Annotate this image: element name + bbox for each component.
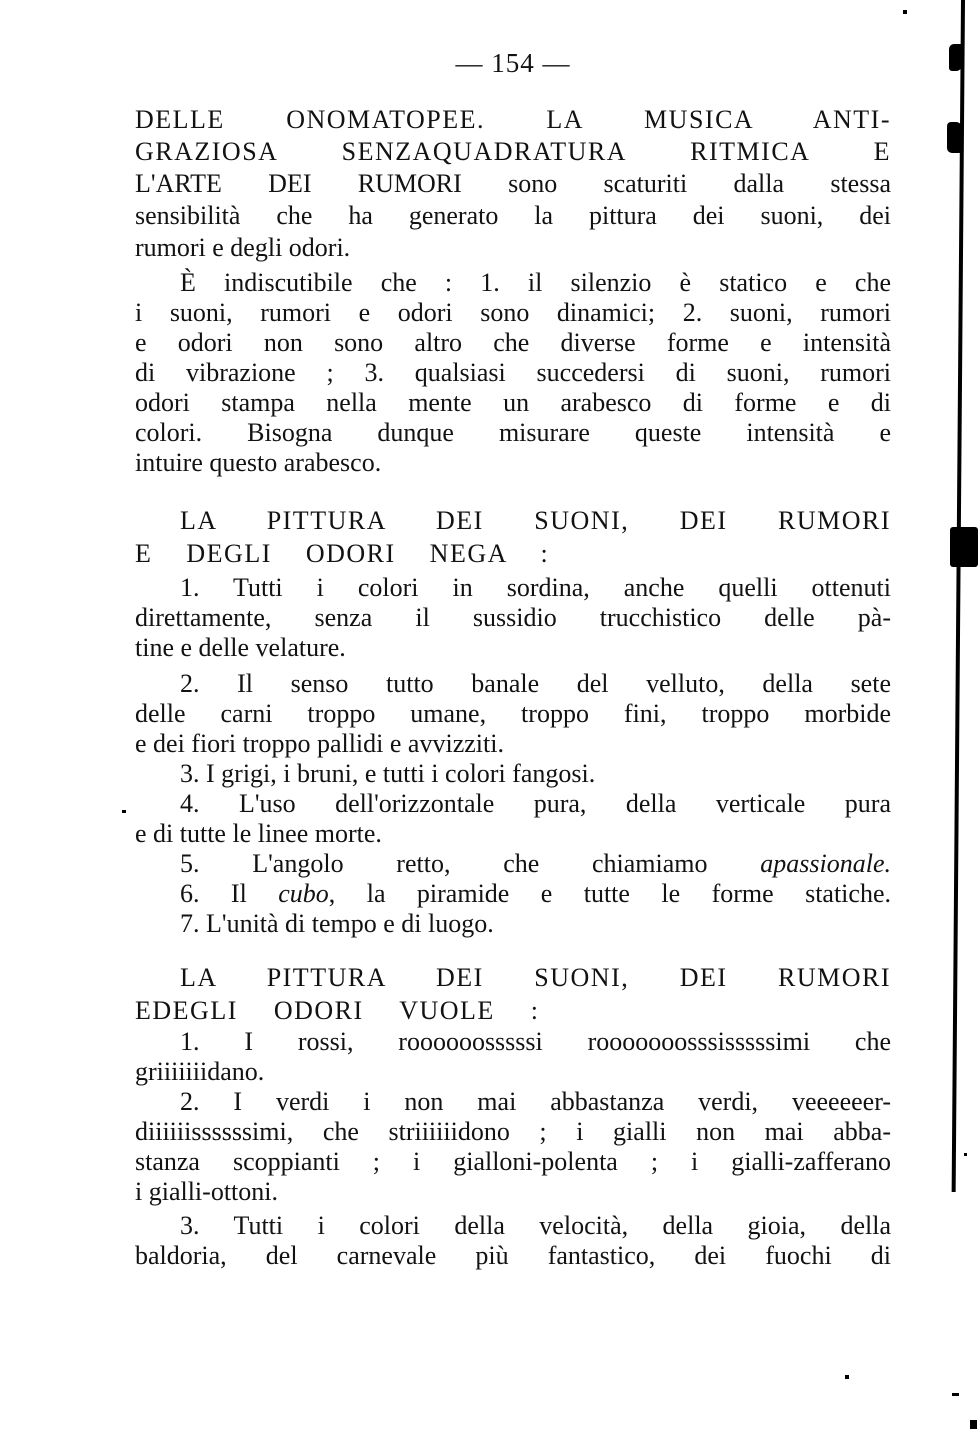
vuole-item-2 [135, 1087, 891, 1207]
ink-blob [947, 122, 962, 153]
scan-speck [970, 1420, 977, 1429]
vuole-heading [135, 961, 891, 1027]
text-line: E DEGLI ODORI NEGA : [135, 539, 550, 568]
scan-edge-line [952, 0, 965, 1192]
text-line: colori. Bisogna dunque misurare queste intensità e [135, 418, 891, 447]
text-line: delle carni troppo umane, troppo fini, troppo morbide [135, 699, 891, 728]
text-line: odori stampa nella mente un arabesco di forme e di [135, 388, 891, 417]
text-line: LA PITTURA DEI SUONI, DEI RUMORI [180, 506, 891, 535]
nega-item-6 [135, 879, 891, 909]
nega-heading [135, 504, 891, 570]
text-line: 1. Tutti i colori in sordina, anche quelli ottenuti [180, 573, 891, 602]
text-line: È indiscutibile che : 1. il silenzio è statico e che [180, 268, 891, 297]
premise-paragraph [135, 268, 891, 478]
text-line: stanza scoppianti ; i gialloni-polenta ; i gialli-zafferano [135, 1147, 891, 1176]
nega-item-1 [135, 573, 891, 663]
nega-item-3 [135, 759, 891, 789]
nega-item-7 [135, 909, 891, 939]
text-line: di vibrazione ; 3. qualsiasi succedersi di suoni, rumori [135, 358, 891, 387]
scan-speck [903, 10, 907, 14]
text-line: baldoria, del carnevale più fantastico, dei fuochi di [135, 1241, 891, 1270]
text-line: e di tutte le linee morte. [135, 819, 382, 848]
page-number: — 154 — [455, 48, 571, 78]
ink-blob [950, 527, 978, 567]
nega-item-5 [135, 849, 891, 879]
text-line: rumori e degli odori. [135, 233, 351, 262]
text-line: diiiiiissssssimi, che striiiiiidono ; i gialli non mai abba- [135, 1117, 891, 1146]
text-line: sensibilità che ha generato la pittura dei suoni, dei [135, 201, 891, 230]
text-line: i gialli-ottoni. [135, 1177, 278, 1206]
scan-speck [952, 1393, 959, 1396]
text-line: 2. I verdi i non mai abbastanza verdi, veeeeeer- [180, 1087, 891, 1116]
text-line: 3. I grigi, i bruni, e tutti i colori fangosi. [180, 759, 596, 788]
vuole-item-1 [135, 1027, 891, 1087]
text-line: 6. Il cubo, la piramide e tutte le forme statiche. [180, 879, 891, 908]
text-line: 7. L'unità di tempo e di luogo. [180, 909, 494, 938]
text-line: DELLE ONOMATOPEE. LA MUSICA ANTI- [135, 105, 891, 134]
text-line: direttamente, senza il sussidio trucchistico delle pà- [135, 603, 891, 632]
scan-speck [845, 1375, 849, 1379]
text-line: EDEGLI ODORI VUOLE : [135, 996, 540, 1025]
text-block [135, 104, 891, 1271]
text-line: e dei fiori troppo pallidi e avvizziti. [135, 729, 504, 758]
scan-speck [122, 810, 126, 813]
nega-item-2 [135, 669, 891, 759]
text-line: tine e delle velature. [135, 633, 346, 662]
text-line: 3. Tutti i colori della velocità, della gioia, della [180, 1211, 891, 1240]
nega-item-4 [135, 789, 891, 849]
ink-blob [949, 44, 962, 71]
vuole-item-3 [135, 1211, 891, 1271]
text-line: e odori non sono altro che diverse forme e intensità [135, 328, 891, 357]
text-line: GRAZIOSA SENZAQUADRATURA RITMICA E [135, 137, 891, 166]
text-line: 1. I rossi, roooooosssssi rooooooosssisssssimi che [180, 1027, 891, 1056]
text-line: intuire questo arabesco. [135, 448, 382, 477]
intro-paragraph [135, 104, 891, 264]
text-line: L'ARTE DEI RUMORI sono scaturiti dalla stessa [135, 169, 891, 198]
text-line: 5. L'angolo retto, che chiamiamo apassionale. [180, 849, 891, 878]
scan-speck [964, 1153, 967, 1156]
text-line: i suoni, rumori e odori sono dinamici; 2. suoni, rumori [135, 298, 891, 327]
text-line: griiiiiiidano. [135, 1057, 265, 1086]
text-line: 2. Il senso tutto banale del velluto, della sete [180, 669, 891, 698]
text-line: LA PITTURA DEI SUONI, DEI RUMORI [180, 963, 891, 992]
text-line: 4. L'uso dell'orizzontale pura, della verticale pura [180, 789, 891, 818]
